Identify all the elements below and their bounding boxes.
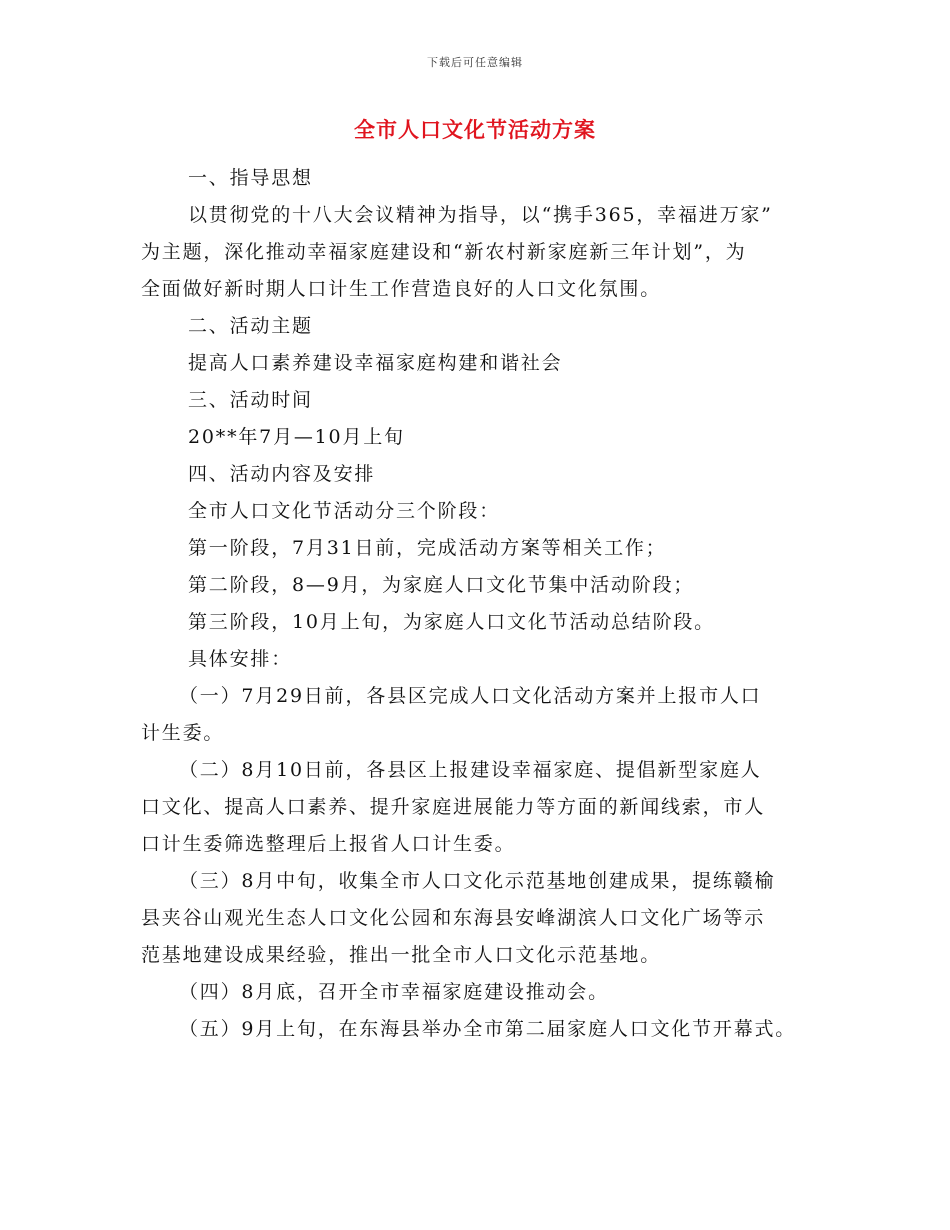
paragraph-line: 提高人口素养建设幸福家庭构建和谐社会 <box>188 352 563 374</box>
document-body <box>141 160 841 1048</box>
paragraph-line: 为主题，深化推动幸福家庭建设和“新农村新家庭新三年计划”，为 <box>141 241 747 263</box>
paragraph-line: 县夹谷山观光生态人口文化公园和东海县安峰湖滨人口文化广场等示 <box>141 907 766 929</box>
paragraph-line: 20**年7月—10月上旬 <box>188 426 405 448</box>
document-title: 全市人口文化节活动方案 <box>354 117 596 142</box>
paragraph-line: 全面做好新时期人口计生工作营造良好的人口文化氛围。 <box>141 278 662 300</box>
paragraph-line: （三）8月中旬，收集全市人口文化示范基地创建成果，提练赣榆 <box>179 870 776 892</box>
paragraph-line: 第三阶段，10月上旬，为家庭人口文化节活动总结阶段。 <box>188 611 715 633</box>
paragraph-line: 具体安排： <box>188 648 293 670</box>
paragraph-line: （五）9月上旬，在东海县举办全市第二届家庭人口文化节开幕式。 <box>179 1018 797 1040</box>
paragraph-line: 计生委。 <box>141 722 225 744</box>
paragraph-line: （四）8月底，召开全市幸福家庭建设推动会。 <box>179 981 609 1003</box>
paragraph-line: 一、指导思想 <box>188 167 313 189</box>
paragraph-line: （二）8月10日前，各县区上报建设幸福家庭、提倡新型家庭人 <box>179 759 762 781</box>
paragraph-line: 第一阶段，7月31日前，完成活动方案等相关工作； <box>188 537 667 559</box>
paragraph-line: 以贯彻党的十八大会议精神为指导，以“携手365，幸福进万家” <box>188 204 773 226</box>
paragraph-line: 第二阶段，8—9月，为家庭人口文化节集中活动阶段； <box>188 574 695 596</box>
header-note: 下载后可任意编辑 <box>427 56 523 69</box>
paragraph-line: 全市人口文化节活动分三个阶段： <box>188 500 501 522</box>
paragraph-line: 口计生委筛选整理后上报省人口计生委。 <box>141 833 516 855</box>
paragraph-line: 三、活动时间 <box>188 389 313 411</box>
paragraph-line: 四、活动内容及安排 <box>188 463 376 485</box>
paragraph-line: 范基地建设成果经验，推出一批全市人口文化示范基地。 <box>141 944 662 966</box>
paragraph-line: （一）7月29日前，各县区完成人口文化活动方案并上报市人口 <box>179 685 762 707</box>
paragraph-line: 二、活动主题 <box>188 315 313 337</box>
paragraph-line: 口文化、提高人口素养、提升家庭进展能力等方面的新闻线索，市人 <box>141 796 766 818</box>
